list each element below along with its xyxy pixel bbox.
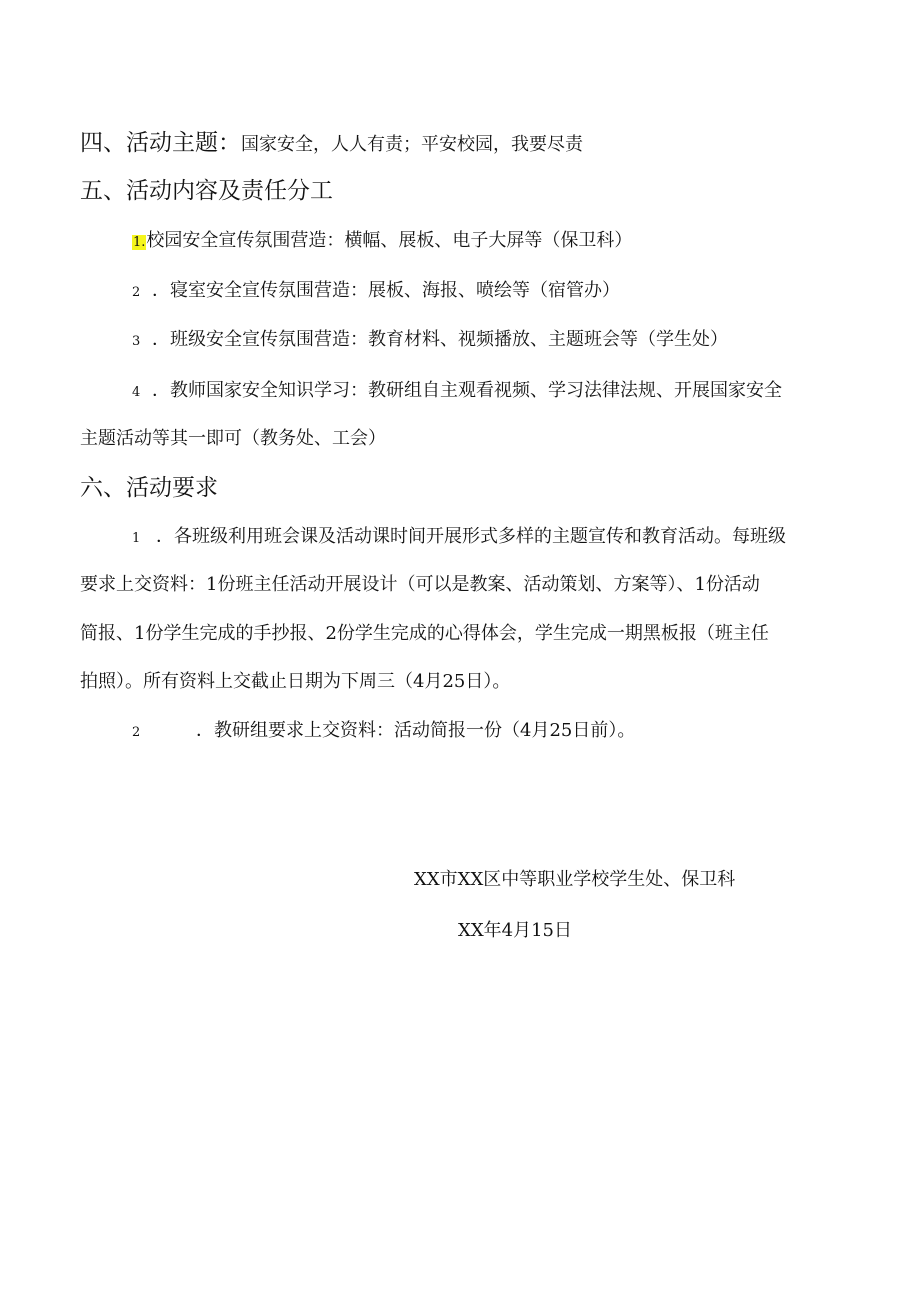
item-text: 校园安全宣传氛围营造：横幅、展板、电子大屏等（保卫科） <box>146 230 633 251</box>
item-number: 3 <box>132 334 141 349</box>
section5-heading: 五、活动内容及责任分工 <box>80 178 333 204</box>
section5-item-1 <box>132 226 632 252</box>
section5-item-4 <box>132 376 782 402</box>
item-number: 2 <box>132 725 141 740</box>
section4-line <box>80 124 583 157</box>
section6-item-2 <box>132 716 635 742</box>
section6-item-1-line2: 要求上交资料：1份班主任活动开展设计（可以是教案、活动策划、方案等）、1份活动 <box>80 574 760 595</box>
section5-item-4-continuation: 主题活动等其一即可（教务处、工会） <box>80 428 386 449</box>
signature-date: XX年4月15日 <box>458 920 572 941</box>
section5-item-3 <box>132 325 728 351</box>
item-number-highlighted: 1. <box>133 235 146 250</box>
section6-heading: 六、活动要求 <box>80 475 218 501</box>
item-text: ．寝室安全宣传氛围营造：展板、海报、喷绘等（宿管办） <box>152 280 620 301</box>
item-text: ．教师国家安全知识学习：教研组自主观看视频、学习法律法规、开展国家安全 <box>152 380 782 401</box>
item-text: ．班级安全宣传氛围营造：教育材料、视频播放、主题班会等（学生处） <box>152 329 728 350</box>
signature-org: XX市XX区中等职业学校学生处、保卫科 <box>414 869 736 890</box>
section4-theme: 国家安全，人人有责；平安校园，我要尽责 <box>241 134 583 155</box>
section4-heading: 四、活动主题： <box>80 130 241 156</box>
item-text: ．各班级利用班会课及活动课时间开展形式多样的主题宣传和教育活动。每班级 <box>156 526 786 547</box>
item-number: 2 <box>132 285 141 300</box>
section5-item-2 <box>132 276 620 302</box>
item-number: 1 <box>132 531 141 546</box>
section6-item-1-line3: 简报、1份学生完成的手抄报、2份学生完成的心得体会，学生完成一期黑板报（班主任 <box>80 623 769 644</box>
item-text: ．教研组要求上交资料：活动简报一份（4月25日前）。 <box>196 720 636 741</box>
section6-item-1 <box>132 522 786 548</box>
item-number: 4 <box>132 385 141 400</box>
section6-item-1-line4: 拍照）。所有资料上交截止日期为下周三（4月25日）。 <box>80 671 511 692</box>
